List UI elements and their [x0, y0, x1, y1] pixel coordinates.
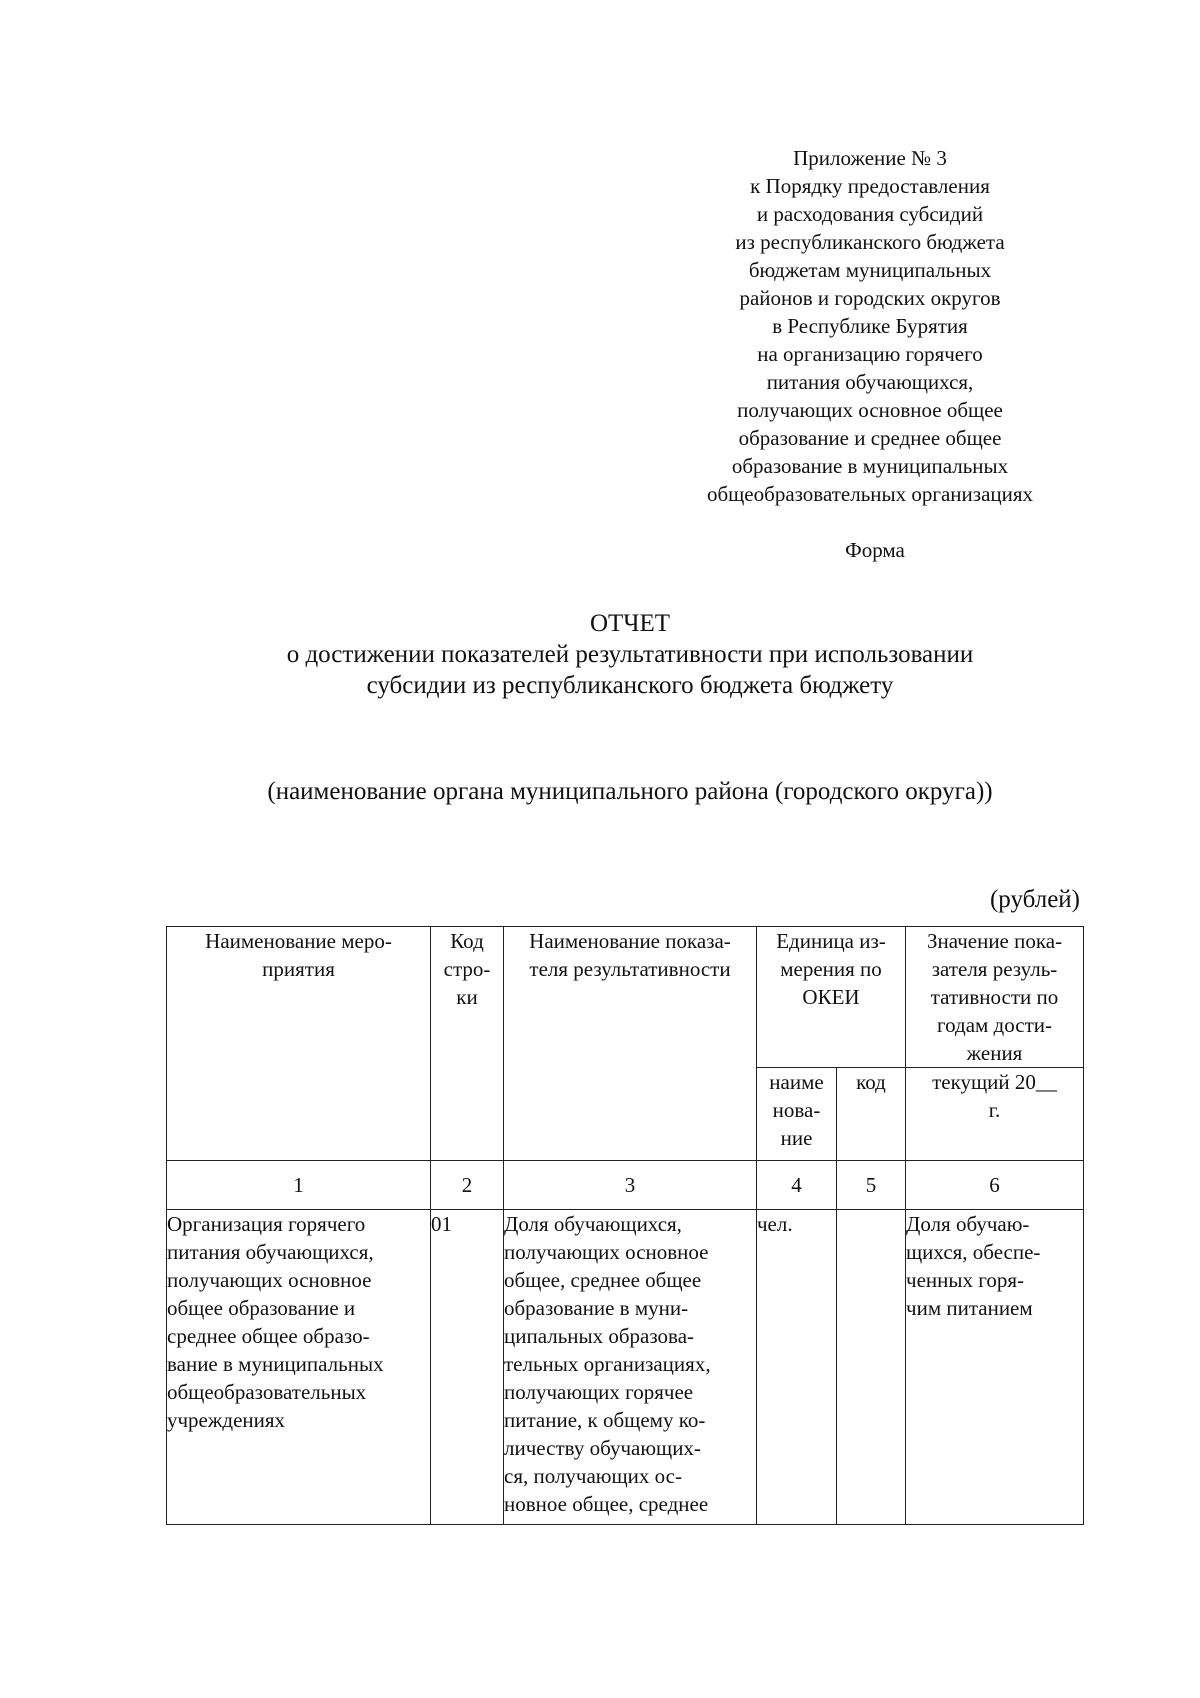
table-row — [167, 1210, 1084, 1525]
cell-code: 01 — [431, 1210, 504, 1525]
appendix-line: бюджетам муниципальных — [748, 258, 992, 282]
cell-value: Доля обучаю- щихся, обеспе- ченных горя- чим питанием — [906, 1210, 1084, 1525]
appendix-line: Приложение № 3 — [793, 146, 947, 170]
report-table — [166, 926, 1084, 1525]
appendix-header — [660, 144, 1080, 508]
header-indicator-value: Значение пока- зателя резуль- тативности по годам дости- жения — [906, 927, 1084, 1068]
header-indicator-name: Наименование показа- теля результативности — [504, 927, 757, 1161]
report-subtitle-line: о достижении показателей результативности при использовании — [286, 641, 974, 668]
appendix-line: образование в муниципальных — [731, 454, 1009, 478]
cell-indicator: Доля обучающихся, получающих основное общее, среднее общее образование в муни- ципальных образова- тельных организациях, получающих горячее питание, к общему ко- личеству обучающих- ся, получающих ос- новное общее, среднее — [504, 1210, 757, 1525]
appendix-line: в Республике Бурятия — [772, 314, 968, 338]
cell-unit-name: чел. — [757, 1210, 837, 1525]
cell-unit-code — [837, 1210, 906, 1525]
appendix-line: из республиканского бюджета — [735, 230, 1005, 254]
table-header-row — [167, 927, 1084, 1068]
report-title-block — [160, 608, 1100, 701]
appendix-line: на организацию горячего — [757, 342, 983, 366]
appendix-line: районов и городских округов — [739, 286, 1001, 310]
appendix-line: питания обучающихся, — [766, 370, 974, 394]
units-label: (рублей) — [989, 886, 1080, 913]
appendix-line: к Порядку предоставления — [750, 174, 990, 198]
column-number: 3 — [504, 1161, 757, 1210]
column-number: 5 — [837, 1161, 906, 1210]
report-title: ОТЧЕТ — [589, 610, 671, 637]
column-number-row — [167, 1161, 1084, 1210]
header-current-year: текущий 20__ г. — [906, 1068, 1084, 1161]
header-line-code: Код стро- ки — [431, 927, 504, 1161]
form-label: Форма — [845, 538, 905, 562]
report-subtitle-line: субсидии из республиканского бюджета бюджету — [366, 672, 894, 699]
column-number: 1 — [167, 1161, 431, 1210]
appendix-line: получающих основное общее — [737, 398, 1003, 422]
column-number: 2 — [431, 1161, 504, 1210]
column-number: 6 — [906, 1161, 1084, 1210]
organization-placeholder: (наименование органа муниципального района (городского округа)) — [267, 778, 993, 805]
cell-event: Организация горячего питания обучающихся, получающих основное общее образование и среднее общее образо- вание в муниципальных общеобразовательных учреждениях — [167, 1210, 431, 1525]
header-unit-code: код — [837, 1068, 906, 1161]
header-unit-okei: Единица из- мерения по ОКЕИ — [757, 927, 906, 1068]
appendix-line: и расходования субсидий — [756, 202, 984, 226]
appendix-line: образование и среднее общее — [738, 426, 1002, 450]
column-number: 4 — [757, 1161, 837, 1210]
appendix-line: общеобразовательных организациях — [706, 482, 1034, 506]
header-event-name: Наименование меро- приятия — [167, 927, 431, 1161]
header-unit-name: наиме нова- ние — [757, 1068, 837, 1161]
